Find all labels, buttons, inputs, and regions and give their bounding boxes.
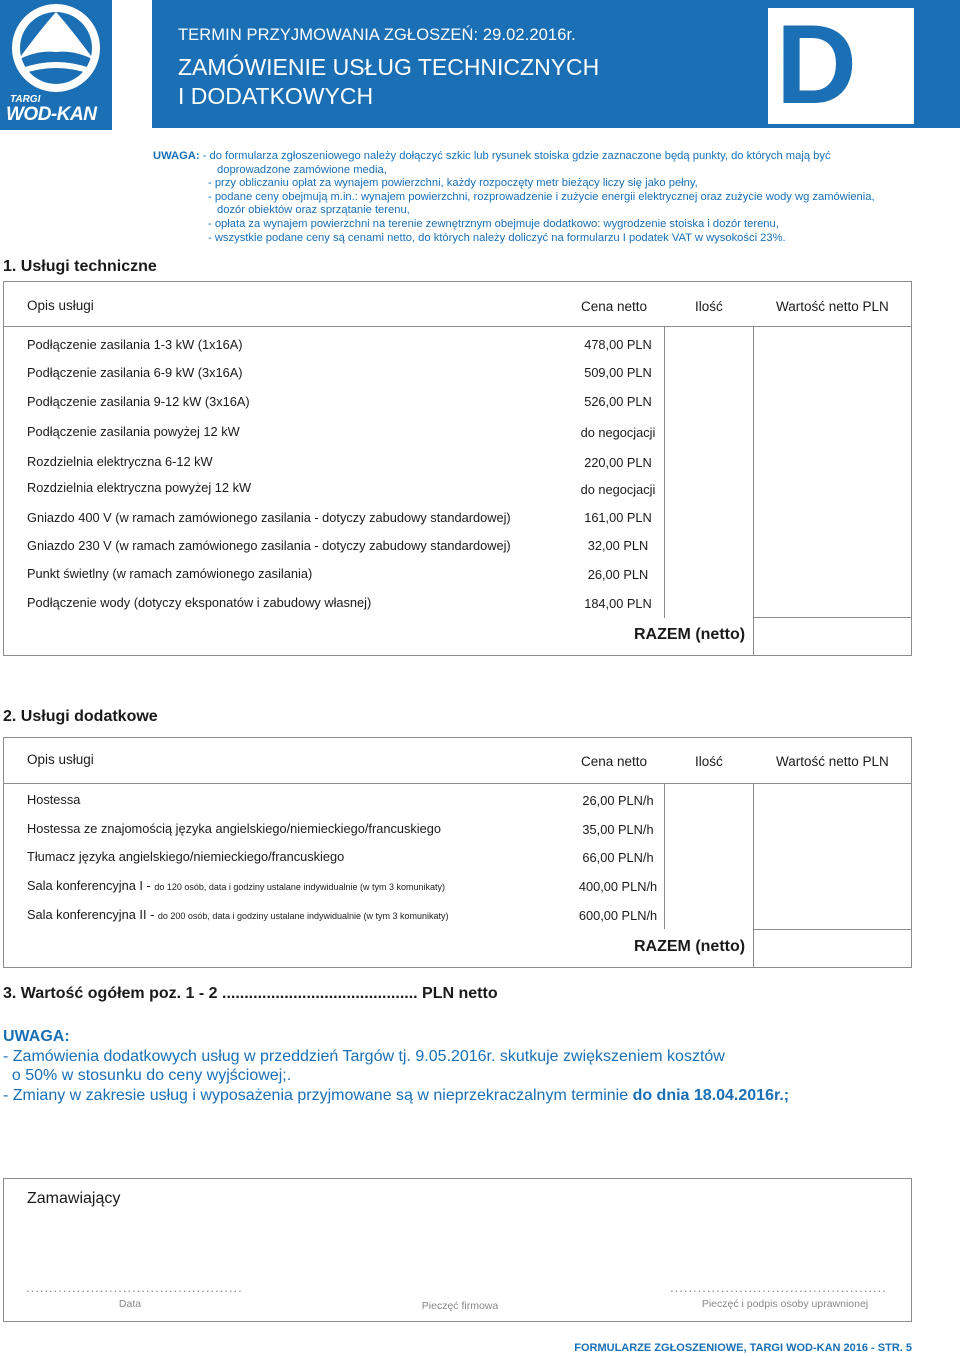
table-row: Podłączenie zasilania 1-3 kW (1x16A) <box>27 337 243 352</box>
row-price: 400,00 PLN/h <box>578 879 658 894</box>
table-row: Punkt świetlny (w ramach zamówionego zasilania) <box>27 566 313 581</box>
logo-main-text: WOD-KAN <box>6 104 97 125</box>
page-title-line1: ZAMÓWIENIE USŁUG TECHNICZNYCH <box>178 54 600 80</box>
total-value-field[interactable] <box>753 617 912 656</box>
row-price: 66,00 PLN/h <box>582 850 654 865</box>
table-row: Podłączenie zasilania powyżej 12 kW <box>27 424 240 439</box>
total-label: RAZEM (netto) <box>634 626 746 643</box>
row-price: 526,00 PLN <box>584 394 652 409</box>
page-title-line2: I DODATKOWYCH <box>178 83 374 109</box>
form-letter: D <box>776 2 857 127</box>
header-price: Cena netto <box>581 299 648 314</box>
table-row: Hostessa ze znajomością języka angielskiego/niemieckiego/francuskiego <box>27 821 441 836</box>
signature-title: Zamawiający <box>27 1190 121 1207</box>
grand-total-line: 3. Wartość ogółem poz. 1 - 2 ............................................ PLN netto <box>3 985 498 1002</box>
wodkan-logo <box>0 0 112 130</box>
header-qty: Ilość <box>695 299 723 314</box>
note-line: - opłata za wynajem powierzchni na terenie zewnętrznym obejmuje dodatkowo: wygrodzenie stoiska i dozór terenu, <box>208 217 779 230</box>
date-caption: Data <box>118 1298 142 1310</box>
header-desc: Opis usługi <box>27 298 94 313</box>
warning-line: - Zmiany w zakresie usług i wyposażenia przyjmowane są w nieprzekraczalnym terminie do dnia 18.04.2016r.; <box>3 1086 790 1104</box>
note-line: - przy obliczaniu opłat za wynajem powierzchni, każdy rozpoczęty metr bieżący liczy się jako pełny, <box>208 177 698 190</box>
row-price: 26,00 PLN/h <box>582 793 654 808</box>
total-value-field[interactable] <box>753 929 912 968</box>
header-desc: Opis usługi <box>27 752 94 767</box>
note-line: dozór obiektów oraz sprzątanie terenu, <box>217 204 410 217</box>
deadline-text: TERMIN PRZYJMOWANIA ZGŁOSZEŃ: 29.02.2016r. <box>178 26 576 44</box>
warning-block <box>3 1027 789 1105</box>
row-price: 184,00 PLN <box>584 596 652 611</box>
note-line: - podane ceny obejmują m.in.: wynajem powierzchni, rozprowadzenie i zużycie energii elektrycznej oraz zużycie wody wg zamówienia, <box>208 190 875 203</box>
row-price: 220,00 PLN <box>584 455 652 470</box>
header-qty: Ilość <box>695 754 723 769</box>
header-price: Cena netto <box>581 754 648 769</box>
table-row: Hostessa <box>27 792 81 807</box>
date-dots[interactable]: ............................................... <box>26 1280 243 1295</box>
table-row: Rozdzielnia elektryczna powyżej 12 kW <box>27 480 252 495</box>
row-price: 509,00 PLN <box>584 365 652 380</box>
note-line: - do formularza zgłoszeniowego należy dołączyć szkic lub rysunek stoiska gdzie zaznaczone będą punkty, do których mają być <box>202 150 831 162</box>
table-row: Sala konferencyjna II - do 200 osób, data i godziny ustalane indywidualnie (w tym 3 komunikaty) <box>27 907 449 922</box>
row-price: 35,00 PLN/h <box>582 822 654 837</box>
notes-label: UWAGA: <box>153 150 200 162</box>
row-price: do negocjacji <box>580 425 656 440</box>
column-divider <box>753 327 754 656</box>
table-row: Tłumacz języka angielskiego/niemieckiego/francuskiego <box>27 849 345 864</box>
page-footer: FORMULARZE ZGŁOSZENIOWE, TARGI WOD-KAN 2016 - STR. 5 <box>574 1342 912 1354</box>
row-price: 600,00 PLN/h <box>578 908 658 923</box>
warning-label: UWAGA: <box>3 1028 70 1045</box>
warning-line: o 50% w stosunku do ceny wyjściowej;. <box>3 1067 292 1084</box>
table-row: Sala konferencyjna I - do 120 osób, data i godziny ustalane indywidualnie (w tym 3 komunikaty) <box>27 878 445 893</box>
table-row: Gniazdo 230 V (w ramach zamówionego zasilania - dotyczy zabudowy standardowej) <box>27 538 511 553</box>
row-price: 32,00 PLN <box>587 538 649 553</box>
table-row: Podłączenie zasilania 6-9 kW (3x16A) <box>27 365 243 380</box>
table-row: Rozdzielnia elektryczna 6-12 kW <box>27 454 213 469</box>
row-price: 161,00 PLN <box>584 510 652 525</box>
sign-dots[interactable]: ............................................... <box>670 1280 887 1295</box>
table-row: Podłączenie wody (dotyczy eksponatów i zabudowy własnej) <box>27 595 372 610</box>
note-line: - wszystkie podane ceny są cenami netto, do których należy doliczyć na formularzu I podatek VAT w wysokości 23%. <box>208 231 786 244</box>
row-price: do negocjacji <box>580 482 656 497</box>
note-line: doprowadzone zamówione media, <box>217 163 387 176</box>
stamp-caption: Pieczęć firmowa <box>421 1300 499 1312</box>
header-value: Wartość netto PLN <box>776 299 889 314</box>
header-value: Wartość netto PLN <box>776 754 889 769</box>
notes-block <box>153 150 953 245</box>
table-row: Podłączenie zasilania 9-12 kW (3x16A) <box>27 394 250 409</box>
sign-caption: Pieczęć i podpis osoby uprawnionej <box>701 1298 869 1310</box>
section2-title: 2. Usługi dodatkowe <box>3 708 158 725</box>
warning-line: - Zamówienia dodatkowych usług w przeddzień Targów tj. 9.05.2016r. skutkuje zwiększeniem kosztów <box>3 1047 725 1065</box>
total-label: RAZEM (netto) <box>634 938 746 955</box>
section1-title: 1. Usługi techniczne <box>3 258 157 275</box>
table-row: Gniazdo 400 V (w ramach zamówionego zasilania - dotyczy zabudowy standardowej) <box>27 510 511 525</box>
row-price: 26,00 PLN <box>587 567 649 582</box>
row-price: 478,00 PLN <box>584 337 652 352</box>
logo-top-text: TARGI <box>10 94 41 105</box>
